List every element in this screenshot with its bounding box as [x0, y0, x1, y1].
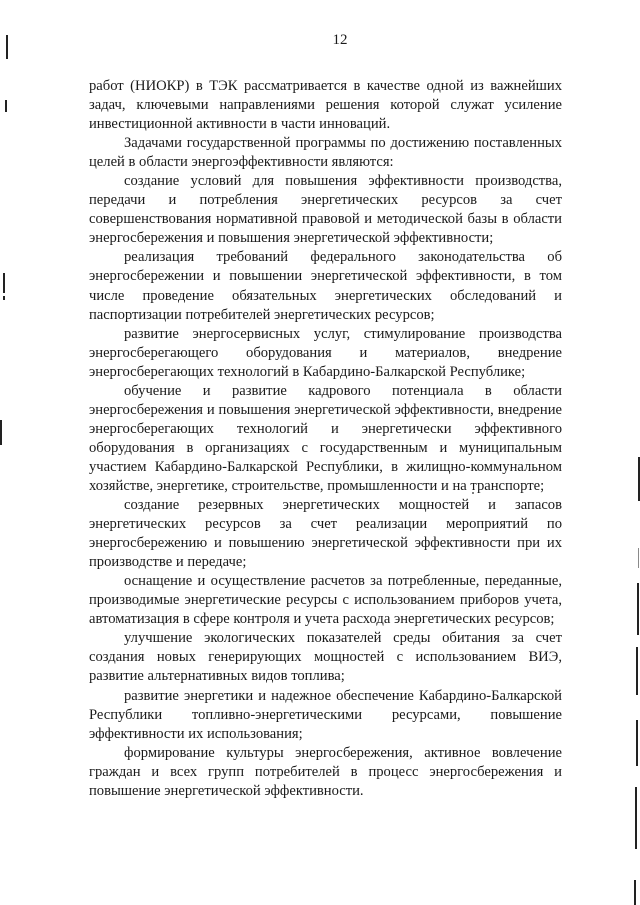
scan-mark-left-2 [5, 100, 7, 112]
list-item-ecology: улучшение экологических показателей среды обитания за счет создания новых генерирующих мощностей с использованием ВИЭ, развитие альтернативных видов топлива; [89, 630, 562, 685]
document-body [89, 77, 562, 801]
list-item-federal-requirements: реализация требований федерального законодательства об энергосбережении и повышении энергетической эффективности, в том числе проведение обязательных энергетических обследований и паспортизации потребителей энергетических ресурсов; [89, 249, 562, 323]
scan-mark-right-7 [634, 880, 636, 905]
list-item-training: обучение и развитие кадрового потенциала в области энергосбережения и повышения энергетической эффективности, внедрение энергосберегающих технологий и энергетически эффективного оборудования в организациях с государственным и муниципальным участием Кабардино-Балкарской Республики, в жилищно-коммунальном хозяйстве, энергетике, строительстве, промышленности и на транспорте; [89, 382, 562, 494]
paragraph-intro-continuation: работ (НИОКР) в ТЭК рассматривается в качестве одной из важнейших задач, ключевыми направлениями решения которой служат усиление инвестиционной активности в части инноваций. [89, 78, 562, 133]
scan-mark-right-5 [636, 720, 638, 766]
scan-mark-left-4 [0, 420, 2, 445]
scan-mark-right-6 [635, 787, 637, 849]
list-item-metering: оснащение и осуществление расчетов за потребленные, переданные, производимые энергетические ресурсы с использованием приборов учета, автоматизация в сфере контроля и учета расхода энергетических ресурсов; [89, 573, 562, 628]
list-item-energy-supply: развитие энергетики и надежное обеспечение Кабардино-Балкарской Республики топливно-энергетическими ресурсами, повышение эффективности их использования; [89, 687, 562, 742]
scan-mark-right-3 [637, 583, 639, 635]
page-number: 12 [332, 32, 348, 48]
list-item-conditions: создание условий для повышения эффективности производства, передачи и потребления энергетических ресурсов за счет совершенствования нормативной правовой и методической базы в области энергосбережения и повышения энергетической эффективности; [89, 173, 562, 247]
scan-mark-right-4 [636, 647, 638, 695]
scan-mark-left-3b [3, 296, 5, 300]
scan-mark-right-2 [638, 548, 639, 568]
paragraph-tasks-heading: Задачами государственной программы по достижению поставленных целей в области энергоэффективности являются: [89, 135, 562, 171]
list-item-reserve-capacity: создание резервных энергетических мощностей и запасов энергетических ресурсов за счет реализации мероприятий по энергосбережению и повышению энергетической эффективности при их производстве и передаче; [89, 497, 562, 571]
scan-mark-left-3 [3, 273, 5, 293]
list-item-culture: формирование культуры энергосбережения, активное вовлечение граждан и всех групп потребителей в процесс энергосбережения и повышение энергетической эффективности. [89, 744, 562, 799]
list-item-energy-services: развитие энергосервисных услуг, стимулирование производства энергосберегающего оборудования и материалов, внедрение энергосберегающих технологий в Кабардино-Балкарской Республике; [89, 325, 562, 380]
